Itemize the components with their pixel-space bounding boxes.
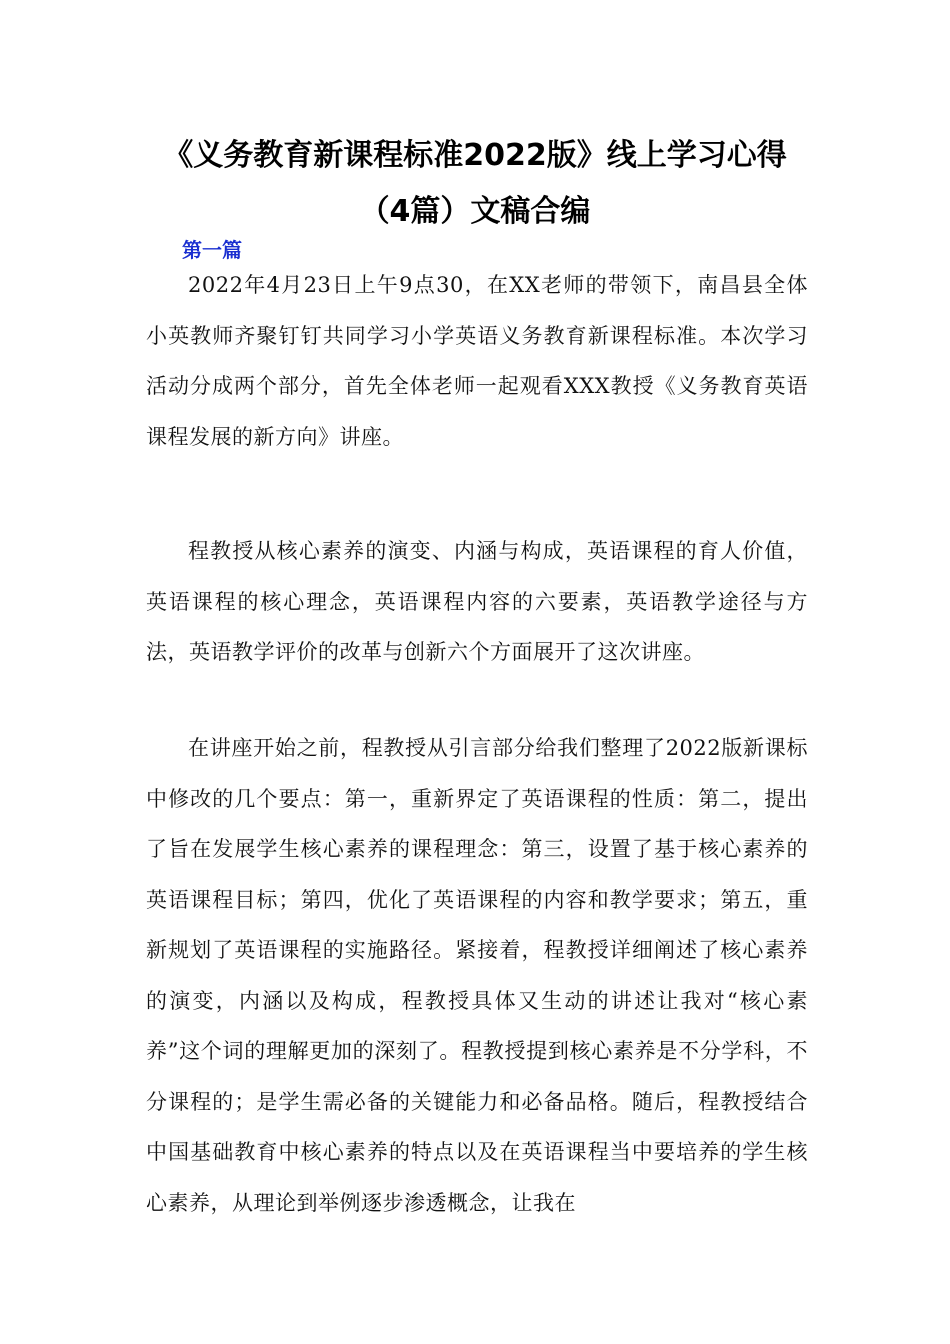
- paragraph-1: 2022年4月23日上午9点30，在XX老师的带领下，南昌县全体小英教师齐聚钉钉共同学习小学英语义务教育新课程标准。本次学习活动分成两个部分，首先全体老师一起观看XXX教授《义务教育英语课程发展的新方向》讲座。: [146, 273, 808, 449]
- section-heading: 第一篇: [182, 238, 242, 262]
- document-title: 《义务教育新课程标准2022版》线上学习心得（4篇）文稿合编: [163, 138, 787, 229]
- paragraph-3: 在讲座开始之前，程教授从引言部分给我们整理了2022版新课标中修改的几个要点：第一，重新界定了英语课程的性质：第二，提出了旨在发展学生核心素养的课程理念：第三，设置了基于核心素养的英语课程目标；第四，优化了英语课程的内容和教学要求；第五，重新规划了英语课程的实施路径。紧接着，程教授详细阐述了核心素养的演变，内涵以及构成，程教授具体又生动的讲述让我对“核心素养”这个词的理解更加的深刻了。程教授提到核心素养是不分学科，不分课程的；是学生需必备的关键能力和必备品格。随后，程教授结合中国基础教育中核心素养的特点以及在英语课程当中要培养的学生核心素养，从理论到举例逐步渗透概念，让我在: [146, 736, 808, 1215]
- paragraph-2: 程教授从核心素养的演变、内涵与构成，英语课程的育人价值，英语课程的核心理念，英语课程内容的六要素，英语教学途径与方法，英语教学评价的改革与创新六个方面展开了这次讲座。: [146, 539, 808, 664]
